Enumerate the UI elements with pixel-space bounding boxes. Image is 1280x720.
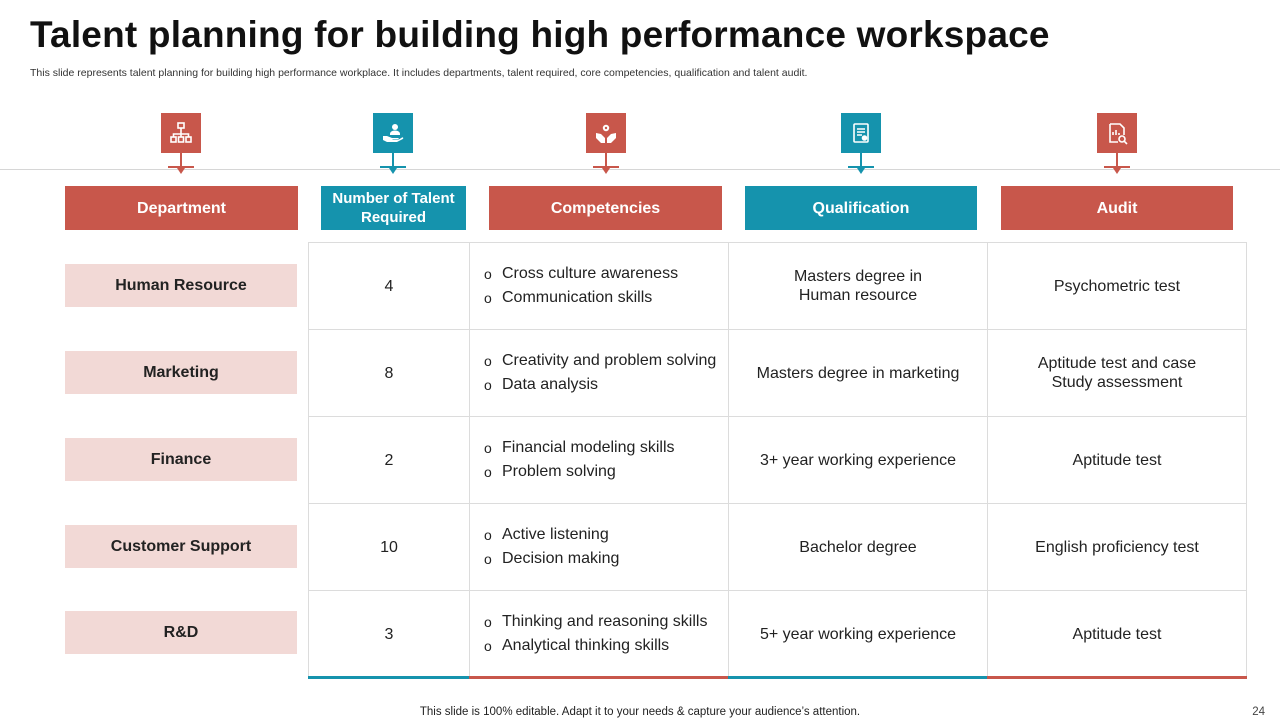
list-item: o Active listening <box>484 523 619 547</box>
talent-table <box>308 242 1247 678</box>
competencies-cell <box>470 591 729 677</box>
slide-subtitle: This slide represents talent planning for building high performance workplace. It includes departments, talent required, core competencies, qualification and talent audit. <box>30 67 808 79</box>
accent-line <box>469 676 728 679</box>
department-label: Finance <box>65 438 297 481</box>
connector-stem <box>180 153 182 167</box>
footer-note: This slide is 100% editable. Adapt it to your needs & capture your audience’s attention. <box>419 706 861 718</box>
list-item: o Communication skills <box>484 286 678 310</box>
audit-cell: Aptitude test and case Study assessment <box>988 330 1246 417</box>
list-item: o Decision making <box>484 547 619 571</box>
list-item: o Data analysis <box>484 373 716 397</box>
department-label: R&D <box>65 611 297 654</box>
accent-line <box>308 676 469 679</box>
page-number: 24 <box>1252 706 1265 718</box>
audit-cell: Aptitude test <box>1072 625 1162 643</box>
department-label: Marketing <box>65 351 297 394</box>
list-item: o Financial modeling skills <box>484 436 675 460</box>
qualification-cell: Bachelor degree <box>729 504 988 591</box>
talent-count-cell: 2 <box>309 417 470 504</box>
list-item: o Creativity and problem solving <box>484 349 716 373</box>
header-department: Department <box>65 186 298 230</box>
header-audit: Audit <box>1001 186 1233 230</box>
connector-stem <box>1116 153 1118 167</box>
qualification-cell: 5+ year working experience <box>729 591 988 677</box>
header-qualification: Qualification <box>745 186 977 230</box>
accent-line <box>987 676 1247 679</box>
department-label: Customer Support <box>65 525 297 568</box>
department-label: Human Resource <box>65 264 297 307</box>
competencies-list <box>484 523 619 571</box>
audit-cell: Aptitude test <box>988 417 1246 504</box>
org-chart-icon <box>161 113 201 153</box>
arrow-down-icon <box>857 168 865 174</box>
arrow-down-icon <box>602 168 610 174</box>
competencies-list <box>484 610 707 658</box>
audit-cell: English proficiency test <box>988 504 1246 591</box>
competencies-list <box>484 262 678 310</box>
competencies-cell <box>470 417 729 504</box>
connector-stem <box>860 153 862 167</box>
competencies-cell <box>470 330 729 417</box>
connector-stem <box>392 153 394 167</box>
accent-line <box>728 676 987 679</box>
header-competencies: Competencies <box>489 186 722 230</box>
divider-line <box>0 169 1280 170</box>
header-talent-required: Number of Talent Required <box>321 186 466 230</box>
arrow-down-icon <box>1113 168 1121 174</box>
competencies-cell <box>470 243 729 330</box>
arrow-down-icon <box>389 168 397 174</box>
slide-title: Talent planning for building high performance workspace <box>30 14 1050 55</box>
report-magnifier-icon <box>1097 113 1137 153</box>
list-item: o Cross culture awareness <box>484 262 678 286</box>
certificate-document-icon <box>841 113 881 153</box>
arrow-down-icon <box>177 168 185 174</box>
list-item: o Problem solving <box>484 460 675 484</box>
talent-count-cell: 8 <box>309 330 470 417</box>
competencies-cell <box>470 504 729 591</box>
connector-stem <box>605 153 607 167</box>
qualification-cell: Masters degree in marketing <box>729 330 988 417</box>
qualification-cell: 3+ year working experience <box>729 417 988 504</box>
talent-count-cell: 3 <box>309 591 470 677</box>
talent-count-cell: 4 <box>309 243 470 330</box>
competencies-list <box>484 349 716 397</box>
competencies-list <box>484 436 675 484</box>
hand-holding-person-icon <box>373 113 413 153</box>
list-item: o Analytical thinking skills <box>484 634 707 658</box>
list-item: o Thinking and reasoning skills <box>484 610 707 634</box>
qualification-cell: Masters degree in Human resource <box>729 243 988 330</box>
audit-cell: Psychometric test <box>988 243 1246 330</box>
talent-count-cell: 10 <box>309 504 470 591</box>
hands-gear-icon <box>586 113 626 153</box>
